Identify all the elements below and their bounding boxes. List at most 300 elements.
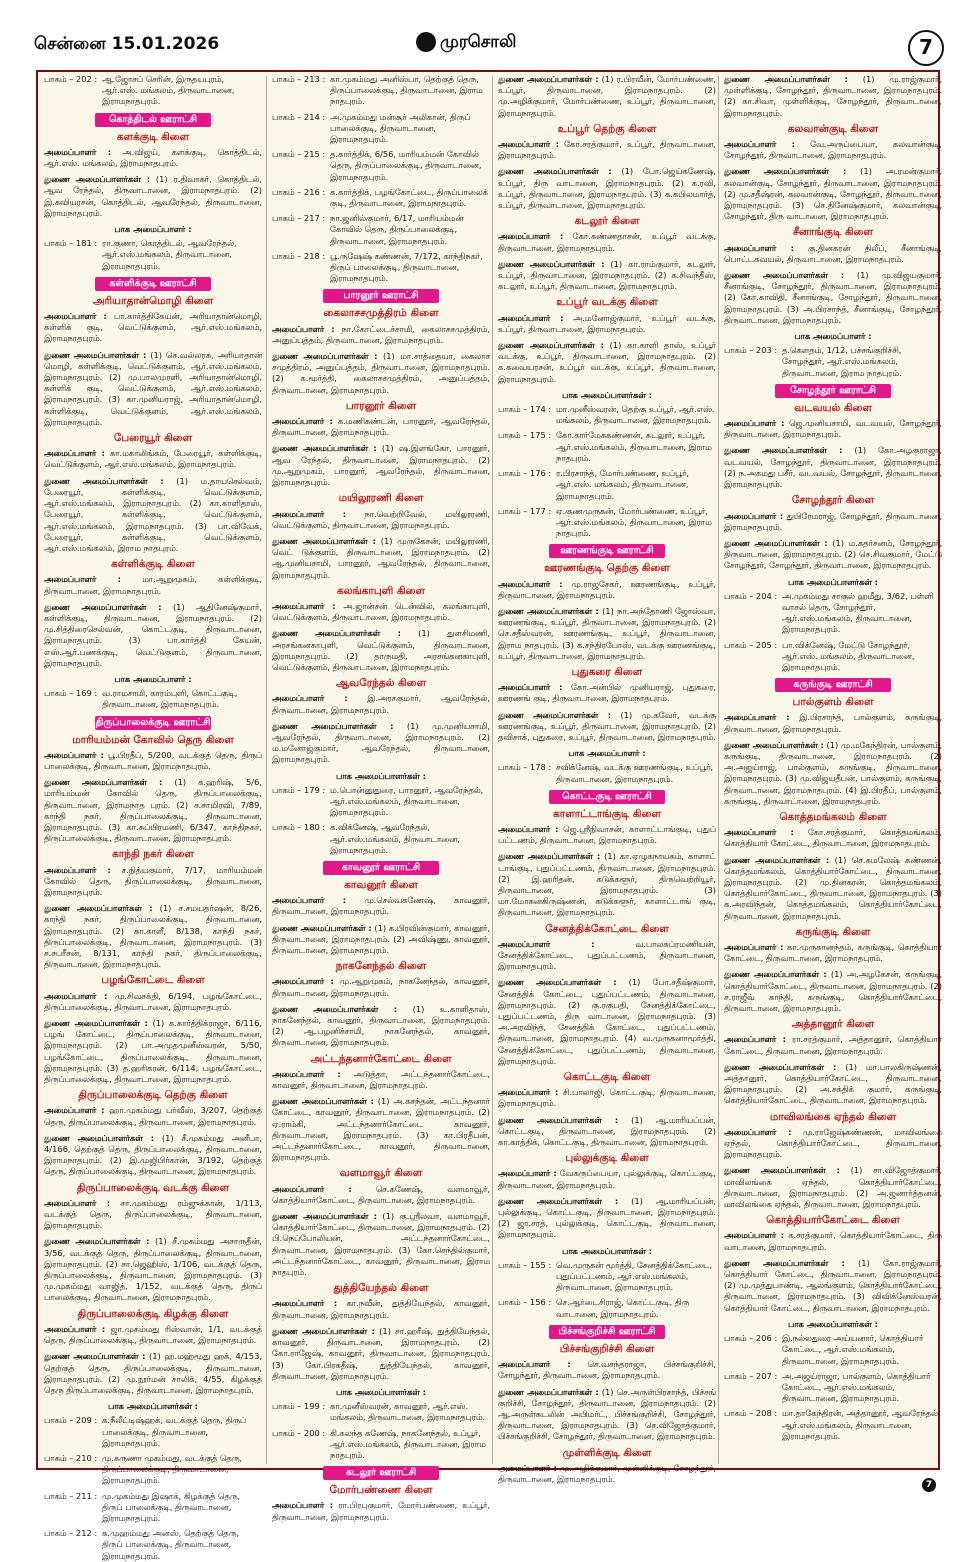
role-label: அமைப்பாளர் : — [272, 416, 333, 427]
booth-number: பாகம் – 209 : — [44, 1415, 98, 1426]
role-label: அமைப்பாளர் : — [724, 942, 784, 952]
booth-entry — [498, 430, 716, 464]
role-label: துணை அமைப்பாளர்கள் : — [724, 537, 828, 548]
appointment-paragraph — [724, 740, 942, 807]
appointee-text: அடுத்தா, அட்டந்தனார்கோட்டை, காவனூர், திருவாடானை, இராமநாதபுரம். — [272, 1068, 490, 1091]
booth-person: அ.அஜய்ராஜா, பால்குளம், கொத்தியார் கோட்டை, ஆர்.எஸ்.மங்கலம், திருவாடானை, இராமநாதபுரம். — [782, 1370, 931, 1404]
booth-number: பாகம் – 217 : — [272, 213, 326, 224]
booth-entry — [272, 1401, 490, 1423]
booth-person: கா.முனீஸ்வரன், காவனூர், ஆர்.எஸ். மங்கலம், திருவாடானை, இராமநாதபுரம். — [330, 1401, 486, 1423]
panchayat-heading: ஊரணங்குடி ஊராட்சி — [549, 544, 665, 558]
appointee-text: கா.மகாலிங்கம், பேரையூர், கள்ளிக்குடி, வெட்டுக்குளம், ஆர்.எஸ்.மங்கலம், இராமநாதபுரம். — [44, 448, 262, 470]
booth-subheading: பாக அமைப்பாளர்கள் : — [788, 1318, 878, 1329]
appointee-text: ஹா.முகம்மது பர்வீஸ், 3/207, தெற்குத் தெரு, திருப்பாலைக்குடி, திருவாடானை, இராமநாதபுரம். — [44, 1105, 262, 1127]
booth-person: நா.ஜனில்குமார், 6/17, மாரியம்மன் கோவில் தெரு, திருப்பாலைக்குடி, திருவாடானை, இராமநாதபுரம். — [330, 213, 464, 246]
appointment-paragraph — [724, 1165, 942, 1210]
role-label: துணை அமைப்பாளர்கள் : — [44, 903, 153, 914]
booth-person: ஆ.ஜோசப் செரின், இருதயபுரம், ஆர்.எஸ். மங்கலம், திருவாடானை, இராமநாதபுரம். — [102, 74, 235, 107]
appointee-text: வேகருப்பையா, புல்லுக்குடி, கொட்டகுடி, திருவாடானை, இராமநாதபுரம். — [498, 1168, 716, 1190]
booth-person: இ.நல்லதுரை அய்யனார், கொத்தியார் கோட்டை, ஆர்.எஸ்.மங்கலம், திருவாடானை, இராமநாதபுரம். — [782, 1333, 924, 1366]
role-label: துணை அமைப்பாளர்கள் : — [44, 777, 163, 788]
role-label: துணை அமைப்பாளர்கள் : — [272, 1211, 378, 1222]
booth-number: பாகம் – 212 : — [44, 1528, 98, 1539]
appointment-paragraph — [498, 1196, 716, 1241]
role-label: அமைப்பாளர் : — [724, 242, 794, 253]
appointee-text: (1) கோ.ராஜ்குமார், கொத்தியார் கோட்டை, திருவாடானை, இராமநாதபுரம். (2) மு.முத்துபாண்டி, ஆலங்குளம், கொத்தியார்கோட்டை, திருவாடானை, இராமநாதபுரம். (3) விவிக்னேஸ்வரன், கொத்தியார் கோட்டை, திருவாடானை, இராமநாதபுரம். — [724, 1257, 943, 1313]
booth-entry — [498, 1297, 716, 1319]
branch-heading: காளாட்டாங்குடி கிளை — [553, 807, 661, 820]
panchayat-heading: காவனூர் ஊராட்சி — [323, 861, 439, 875]
branch-heading: கலங்காபுளி கிளை — [337, 584, 425, 597]
column-divider — [266, 76, 267, 1464]
role-label: துணை அமைப்பாளர்கள் : — [724, 445, 843, 456]
appointment-paragraph — [498, 74, 716, 119]
appointment-paragraph — [272, 721, 490, 766]
appointee-text: (1) மா.சாத்தையா, கைலாச சமுத்திரம், அனுப்பத்தம், திருவாடானை, இராமநாதபுரம். (2) க.மூர்த்தி, கைலாசசமுத்திரம், அனுப்பத்தம், திருவாடானை, இராமநாதபுரம். — [272, 351, 490, 395]
appointee-text: மு.ஆறுமுகம், நாகனேந்தல், காவனூர், திருவாடானை, இராமநாதபுரம். — [272, 976, 490, 998]
appointee-text: (1) ர.பிரவீன், மோர்பண்ணை, உப்பூர், திருவாடானை, இராமநாதபுரம். (2) மு.அழிக்குமார், மோர்பண்ணை, உப்பூர், திருவாடானை, இராமநாதபுரம். — [498, 74, 716, 118]
appointee-text: (1) க.கார்த்திக்ராஜா, 6/116, பழங் கோட்டை, திருப்பாலைக்குடி, திருவாடானை, இராமநாதபுரம். (2) பா.அமுதமுனீஸ்வரன், 5/50, பழங்கோட்டை, திருப்பாலைக்குடி, திருவாடானை, இராமநாதபுரம். (3) த.ஹரிகரன், 6/114, பழங்கோட்டை, திருப்பாலைக்குடி, திருவாடானை, இராமநாதபுரம். — [44, 1018, 263, 1085]
appointment-paragraph — [272, 536, 490, 581]
branch-heading: கருங்குடி கிளை — [795, 925, 871, 938]
role-label: அமைப்பாளர் : — [272, 1068, 341, 1079]
appointment-paragraph — [272, 443, 490, 488]
appointment-paragraph — [498, 606, 716, 662]
appointee-text: (1) அ.அழகேசன், கருங்குடி, கொத்தியார்கோட்டை, திருவாடானை, இராமநாதபுரம். (2) ச.ராஜீவ் காந்தி, கருங்குடி, கொத்தியார்கோட்டை, திருவாடானை, இராமநாதபுரம். — [724, 969, 942, 1014]
panchayat-heading: கொட்டகுடி ஊராட்சி — [549, 790, 665, 804]
appointee-text: க.சரத்குமார், கொத்தியார்கோட்டை, திரு வாடானை, இராமநாதபுரம். — [724, 1230, 942, 1252]
appointee-text: (1) ச.சமயதர்ஷன், 8/26, காந்தி நகர், திருப்பாலைக்குடி, திருவாடானை, இராமநாதபுரம். (2) கா.காளீ, 8/138, காந்தி நகர், திருப்பாலைக்குடி, திருவாடானை, இராமநாதபுரம். (3) ச.சபரீசன், 8/131, காந்தி நகர், திருப்பாலைக்குடி, திருவாடானை, இராமநாதபுரம். — [44, 903, 262, 970]
appointee-text: கோ.அன்பில் முனியராஜ், புதுகரை, ஊரணங் குடி, திருவாடானை, இராமநாதபுரம். — [498, 682, 716, 704]
branch-heading: கொத்தியார்கோட்டை கிளை — [766, 1214, 900, 1227]
appointment-paragraph — [498, 977, 716, 1067]
appointee-text: நா.வெற்றிவேல், மயிலூரணி, வெட்டுக்குளம், திருவாடானை, இராமநாதபுரம். — [272, 508, 491, 530]
appointment-paragraph — [44, 1133, 262, 1178]
appointment-paragraph — [44, 602, 262, 669]
branch-heading: பால்குளம் கிளை — [792, 696, 874, 709]
appointee-text: பா.கார்த்திகேயன், அரியாதான்மொழி, கள்ளிக் குடி, வெட்டுக்குளம், ஆர்.எஸ்.மங்கலம், இராமநாதபுரம். — [44, 311, 262, 344]
appointee-text: மு.செல்வகணேஷ், காவனூர், திருவாடானை, இராமநாதபுரம். — [272, 895, 491, 917]
appointment-paragraph — [44, 865, 262, 899]
booth-person: த.கார்த்திக், 6/56, மாரியம்மன் கோவில் தெரு, திருப்பாலைக்குடி, திருவாடானை, இராமநாதபுரம். — [330, 149, 482, 182]
masthead-logo-icon — [416, 32, 436, 52]
appointment-paragraph — [498, 682, 716, 704]
branch-heading: வளமாவூர் கிளை — [339, 1167, 423, 1180]
appointment-paragraph — [724, 270, 942, 326]
role-label: அமைப்பாளர் : — [44, 749, 104, 760]
appointment-paragraph — [498, 313, 716, 335]
booth-entry — [44, 688, 262, 710]
appointee-text: க.மணிகண்டன், பாரனூர், ஆவரேந்தல், திருவாடானை, இராமநாதபுரம். — [272, 416, 490, 438]
appointee-text: (1) ஹ.மஹ்மூது ஹக், 4/153, தெற்குத் தெரு, திருப்பாலைக்குடி, திருவாடானை, இராமநாதபுரம். (2) மு.நூர்மன் சாலிக், 4/55, கிழக்குத் தெரு திருப்பாலைக்குடி, திருவாடானை, இராமநாதபுரம். — [44, 1351, 262, 1395]
appointee-text: (1) கா.ராம்குமார், கடலூர், உப்பூர், திருவாடானை, இராமநாதபுரம். (2) க.சிவந்தீஸ், கடலூர், உப்பூர், திருவாடானை, இராமநாதபுரம். — [498, 258, 716, 292]
role-label: துணை அமைப்பாளர்கள் : — [724, 739, 824, 750]
appointee-text: இ.பிரசாந்த், பால்குளம், கருங்குடி, திருவாடானை, இராமநாதபுரம். — [724, 712, 942, 734]
appointment-paragraph — [44, 1018, 262, 1085]
role-label: துணை அமைப்பாளர்கள் : — [44, 475, 164, 486]
role-label: துணை அமைப்பாளர்கள் : — [498, 977, 617, 988]
appointee-text: (1) ஆதினேஷ்குமார், கள்ளிக்குடி, திருவாடானை, இராமநாதபுரம். (2) மு.சித்திரைசெல்வன், கொட்டகுடி, திருவாடானை, இராமநாதபுரம். (3) பா.கார்த்தி கேயன், எஸ்.ஆர்.பணக்குடி, வெட்டுகுளம், திருவாடானை, இராமநாதபுரம். — [44, 601, 262, 668]
booth-person: அ.முகம்மது சாகுல் ஹமீது, 3/62, பள்ளி வாசல் தெரு, சோழந்தூர், ஆர்.எஸ்.மங்கலம், திருவாடானை, இராமநாதபுரம். — [782, 590, 934, 635]
appointment-paragraph — [724, 712, 942, 734]
branch-heading: திருப்பாலைக்குடி கிழக்கு கிளை — [77, 1307, 229, 1320]
booth-number: பாகம் – 218 : — [272, 250, 326, 261]
appointee-text: (1) மு.மகேந்திரன், பால்குளம், கருங்குடி, திருவாடானை, இராமநாதபுரம். (2) அ.அஜய்ராஜ், பால்குளம், கருங்குடி, திருவாடானை, இராமநாதபுரம். (3) மு.விஜயதீபன், பால்குளம், கருங்குடி, திருவாடானை, இராமநாதபுரம். (4) இ.பிரதீப், பால்குளம், கருங்குடி, திருவாடானை, இராமநாதபுரம். — [724, 739, 943, 806]
appointment-paragraph — [44, 1351, 262, 1396]
branch-heading: ஊரணங்குடி தெற்கு கிளை — [544, 562, 670, 575]
appointment-paragraph — [498, 824, 716, 846]
branch-heading: சீனாங்குடி கிளை — [793, 226, 873, 239]
booth-person: த.கௌதம், 1/12, பச்சங்குறிச்சி, சோழந்தூர், ஆர்.எஸ்.மங்கலம், திருவாடானை, இராம நாதபுரம். — [782, 345, 902, 378]
booth-person: சவிக்னேஷ், வடக்கு ஊரணங்குடி, உப்பூர், திருவாடானை, இராமநாதபுரம். — [556, 762, 714, 784]
appointee-text: (1) ஆ.மாரியப்பன், கொட்டகுடி, திருவாடானை, இராமநாதபுரம். (2) கா.காத்திக், கொட்டகுடி, திருவாடானை, இராமநாதபுரம். — [498, 1114, 716, 1148]
appointment-paragraph — [44, 991, 262, 1013]
branch-heading: பாரனூர் கிளை — [345, 399, 417, 412]
appointment-paragraph — [724, 1258, 942, 1314]
role-label: அமைப்பாளர் : — [724, 827, 794, 838]
role-label: அமைப்பாளர் : — [44, 574, 121, 585]
booth-person: ஏ.குணமுருகன், மோர்பண்ணை, உப்பூர், ஆர்.எஸ்.மங்கலம், திருவாடானை, இராம நாதபுரம். — [556, 505, 712, 539]
appointee-text: வே.அருப்பையா, கலவான்குடி, சோழந்தூர், திருவாடானை, இராமநாதபுரம். — [724, 139, 942, 161]
booth-entry — [44, 1453, 262, 1487]
column-2 — [272, 74, 491, 1522]
booth-person: மு.கருணா முகம்மது, வடக்குத் தெரு, திருப்பாலைக்குடி, திருவாடானை, இராமநாதபுரம். — [102, 1452, 243, 1486]
booth-number: பாகம் – 178 : — [498, 762, 552, 773]
branch-heading: கடலூர் கிளை — [574, 215, 640, 228]
booth-number: பாகம் – 169 : — [44, 688, 98, 699]
appointment-paragraph — [724, 827, 942, 849]
appointee-text: மா.ஆறுமுகம், கள்ளிக்குடி, திருவாடானை, இராமநாதபுரம். — [44, 574, 262, 596]
appointment-paragraph — [44, 1324, 262, 1346]
booth-number: பாகம் – 179 : — [272, 784, 326, 795]
booth-number: பாகம் – 203 : — [724, 345, 778, 356]
appointment-paragraph — [724, 969, 942, 1014]
appointee-text: (1) செ.கமலேஷ் கண்ணன், கொத்தமங்கலம், கொத்தியார்கோட்டை, திருவாடானை, இராமநாதபுரம். (2) மு.தினகரன், கொத்தமங்கலம், கொத்தியார்கோட்டை, திருவாடானை, இராமநாதபுரம். (3) க.அரவிந்தன், கொத்தமங்கலம், கொத்தியார்கோட்டை, திருவாடானை, இராமநாதபுரம். — [724, 854, 942, 921]
role-label: துணை அமைப்பாளர்கள் : — [272, 720, 394, 731]
appointment-paragraph — [724, 139, 942, 161]
booth-entry — [724, 1333, 942, 1367]
role-label: அமைப்பாளர் : — [724, 1230, 785, 1241]
appointment-paragraph — [724, 942, 942, 964]
role-label: அமைப்பாளர் : — [724, 510, 784, 521]
panchayat-heading: பாரனூர் ஊராட்சி — [323, 289, 439, 303]
booth-entry — [498, 506, 716, 540]
appointment-paragraph — [272, 895, 490, 917]
appointment-paragraph — [272, 1326, 490, 1382]
booth-subheading: பாக அமைப்பாளர்கள் : — [562, 389, 652, 400]
column-divider — [492, 76, 493, 1464]
branch-heading: புதுகரை கிளை — [571, 665, 643, 678]
branch-heading: ஆவரேந்தல் கிளை — [335, 677, 427, 690]
appointment-paragraph — [44, 1236, 262, 1303]
branch-heading: காந்தி நகர் கிளை — [112, 848, 194, 861]
booth-entry — [44, 1491, 262, 1525]
branch-heading: புல்லுக்குடி கிளை — [565, 1152, 649, 1165]
branch-heading: அத்தானூர் கிளை — [791, 1018, 875, 1031]
role-label: அமைப்பாளர் : — [724, 139, 795, 150]
booth-person: கோ.கார்மேககண்ணன், கடலூர், உப்பூர், ஆர்.எஸ்.மங்கலம், திருவாடானை, இராம நாதபுரம். — [556, 430, 712, 463]
booth-entry — [272, 822, 490, 856]
booth-person: க.கார்த்திக், பழங்கோட்டை, திருப்பாலைக் குடி, திருவாடானை, இராமநாதபுரம். — [330, 186, 488, 209]
column-divider — [718, 76, 719, 1464]
appointee-text: (1) ர.திவாகர், கொத்திடல், ஆவ ரேந்தல், திருவாடானை, இராமநாதபுரம். (2) இ.கவியரசன், கொத்திடல், ஆவரேந்தல், திருவாடானை, இராமநாதபுரம். — [44, 174, 263, 218]
booth-entry — [44, 1415, 262, 1449]
role-label: துணை அமைப்பாளர்கள் : — [44, 349, 147, 360]
appointment-paragraph — [272, 1096, 490, 1163]
appointee-text: சி.பாலாஜி, கொட்டகுடி, திருவாடானை, இராமநாதபுரம். — [498, 1087, 716, 1109]
appointee-text: அ.மனோஜ்குமார், உப்பூர் வடக்கு, உப்பூர், திருவாடானை, இராமநாதபுரம். — [498, 312, 716, 334]
appointment-paragraph — [498, 340, 716, 385]
appointment-paragraph — [44, 476, 262, 554]
branch-heading: சோழந்தூர் கிளை — [791, 494, 875, 507]
booth-number: பாகம் – 156 : — [498, 1297, 552, 1308]
appointee-text: அ.ஜான்சன் டென்வில், கலங்காபுளி, வெட்டுக்குளம், திருவாடானை, இராமநாதபுரம். — [272, 600, 490, 623]
appointment-paragraph — [272, 1298, 490, 1320]
appointee-text: (1) சீ.முகம்மது அனீபா, 4/166, தெற்குத் தெரு, திருப்பாலைக்குடி, திருவாடானை, இராமநாதபுரம். (2) இ.முஜிபிர்கான், 3/192, தெற்குத் தெரு, திருப்பாலைக்குடி, திருவாடானை, இராமநாதபுரம். — [44, 1132, 262, 1177]
role-label: அமைப்பாளர் : — [44, 311, 107, 322]
role-label: அமைப்பாளர் : — [272, 1183, 352, 1194]
branch-heading: திருப்பாலைக்குடி வடக்கு கிளை — [76, 1181, 230, 1194]
role-label: துணை அமைப்பாளர்கள் : — [272, 922, 372, 933]
appointment-paragraph — [724, 74, 942, 119]
branch-heading: நாகனேந்தல் கிளை — [335, 960, 427, 973]
booth-number: பாகம் – 208 : — [724, 1408, 778, 1419]
appointee-text: கோ.கண்ணதாசன், உப்பூர் வடக்கு, திருவாடானை, இராமநாதபுரம். — [498, 231, 716, 253]
panchayat-heading: கள்ளிக்குடி ஊராட்சி — [95, 277, 211, 291]
branch-heading: சேனத்திக்கோட்டை கிளை — [545, 922, 669, 935]
branch-heading: பிச்சங்குறிச்சி கிளை — [559, 1342, 655, 1355]
booth-number: பாகம் – 176 : — [498, 468, 552, 479]
role-label: துணை அமைப்பாளர்கள் : — [498, 1195, 619, 1206]
role-label: துணை அமைப்பாளர்கள் : — [724, 1061, 837, 1072]
appointment-paragraph — [44, 147, 262, 169]
role-label: துணை அமைப்பாளர்கள் : — [724, 270, 845, 281]
role-label: அமைப்பாளர் : — [272, 600, 336, 611]
role-label: துணை அமைப்பாளர்கள் : — [272, 351, 378, 362]
appointee-text: (1) மு.ராஜ்குமார், முள்ளிக்குடி, சோழந்தூர், திருவாடானை, இராமநாதபுரம். (2) கா.சிவா, முள்ளிக்குடி, சோழந்தூர், திருவாடானை, இராமநாதபுரம். — [724, 74, 942, 118]
appointee-text: (1) க.ஹரிஷ், 5/6, மாரியம்மன் கோவில் தெரு, திருப்பாலைக்குடி, திருவாடானை, இராமநாத புரம். (2) ச.சாமிரவி, 7/89, காந்தி நகர், திருப்பாலைக்குடி, திருவாடானை, இராமநாதபுரம். (3) கா.சுப்பிரமணி, 6/347, காந்திநகர், திருப்பாலைக்குடி, திருவாடானை, இராமநாதபுரம். — [44, 777, 262, 844]
appointment-paragraph — [272, 324, 490, 346]
edition-date: சென்னை 15.01.2026 — [34, 34, 220, 54]
appointee-text: (1) அ.கசந்தன், அட்டந்தனார் கோட்டை, காவனூர், திருவாடானை, இராமநாதபுரம். (2) ஏ.ராம்கி, அட்டந்தனார்கோட்டை காவனூர், திருவாடானை, இராமநாதபுரம். (3) கா.பிரதீபன், அட்டந்தனார்கோட்டை, காவனூர், திருவாடானை, இராமநாதபுரம். — [272, 1096, 490, 1163]
appointee-text: (1) க.பிரவின்குமார், காவனூர், திருவாடானை, இராமநாதபுரம். (2) அவிஷ்ணு, காவனூர், திருவாடானை, இராமநாதபுரம். — [272, 922, 490, 955]
role-label: துணை அமைப்பாளர்கள் : — [44, 174, 151, 185]
appointment-paragraph — [724, 418, 942, 440]
appointee-text: (1) போ.ஜெய்கணேஷ், உப்பூர், திரு வாடானை, இராமநாதபுரம். (2) க.ரவி, உப்பூர், திருவாடானை, இராமநாதபுரம். (3) க.கபிலமார்த், உப்பூர், திருவாடானை, இராமநாதபுரம். — [498, 166, 717, 211]
appointment-paragraph — [44, 448, 262, 470]
appointment-paragraph — [498, 139, 716, 161]
booth-entry — [44, 74, 262, 108]
booth-entry — [272, 1428, 490, 1462]
masthead-title: முரசொலி — [440, 32, 517, 52]
role-label: துணை அமைப்பாளர்கள் : — [44, 1236, 150, 1247]
role-label: அமைப்பாளர் : — [498, 1462, 557, 1473]
booth-number: பாகம் – 177 : — [498, 505, 552, 516]
appointment-paragraph — [724, 1127, 942, 1161]
appointee-text: வ.பாலசுப்ரமணியன், சேனத்திக்கோட்டை, புதுப்பட்டணம், திருவாடானை, இராமநாதபுரம். — [498, 938, 716, 972]
role-label: அமைப்பாளர் : — [498, 1087, 559, 1098]
appointee-text: ரா.பிரபுகுமார், மோர்பண்ணை, உப்பூர், திருவாடானை, இராமநாதபுரம். — [272, 1500, 490, 1522]
booth-entry — [272, 74, 490, 108]
appointee-text: மு.அழிக்குமார், முள்ளிக்குடி, சோழந்தூர், திருவாடானை, இராமநாதபுரம். — [498, 1462, 716, 1484]
appointee-text: (1) அ.ரமன்குமார், கலவான்குடி, சோழந்தூர், திருவாடானை, இராமநாதபுரம். (2) மு.சதீஷ்ரன், கலவான்குடி, சோழந்தூர், திருவாடானை, இராமநாதபுரம். (3) செ.தினேஷ்குமார், கலவான்குடி, சோழந்தூர், திரு வாடானை, இராமநாதபுரம். — [724, 166, 943, 222]
role-label: அமைப்பாளர் : — [724, 1126, 792, 1137]
role-label: துணை அமைப்பாளர்கள் : — [44, 1132, 155, 1143]
appointee-text: ஜா.முகம்மது ரிஸ்வான், 1/1, வடக்குத் தெரு, திருப்பாலைக்குடி, திருவாடானை, இராமநாதபுரம். — [44, 1323, 262, 1346]
booth-number: பாகம் – 155 : — [498, 1259, 552, 1270]
panchayat-heading: திருப்பாலைக்குடி ஊராட்சி — [95, 716, 211, 728]
appointment-paragraph — [498, 231, 716, 253]
appointee-text: (1) சா.விஜோத்குமார், மாவிலங்கை ஏந்தல், கொத்தியார்கோட்டை, திருவாடானை, இராமநாதபுரம். (2) அ.ஜனார்த்தனன், மாவிலங்கை ஏந்தல், திருவாடானை, இராமநாதபுரம். — [724, 1165, 943, 1210]
role-label: துணை அமைப்பாளர்கள் : — [272, 1325, 375, 1336]
booth-number: பாகம் – 199 : — [272, 1401, 326, 1412]
panchayat-heading: கருங்குடி ஊராட்சி — [775, 678, 891, 692]
booth-person: க.நீலீட்டிஷ்ஹக், வடக்குத் தெரு, திருப் பாலைக்குடி, திருவாடானை, இராமநாதபுரம். — [102, 1415, 247, 1448]
page-header — [0, 0, 972, 64]
branch-heading: கொத்தமங்கலம் கிளை — [779, 810, 887, 823]
appointee-text: ஜெ.முனியசாமி, வடவயல், சோழந்தூர், திருவாடானை, இராமநாதபுரம். — [724, 418, 942, 440]
appointee-text: (1) போ.சதீஷ்குமார், சேனத்திக் கோட்டை, புதுப்பட்டணம், திருவாடானை, இராமநாதபுரம். (2) கு.ரகுபதி, சேனத்திக்கோட்டை, புதுப்பட்டணம், திரு வாடானை, இராமநாதபுரம். (3) அ.அரவிந்த், சேனத்திக் கோட்டை, புதுப்பட்டணம், திருவாடானை, இராமநாதபுரம். (4) வ.முருகனாமூர்த்தி, சேனத்திக்கோட்டை, புதுப்பட்டணம், திருவாடானை, இராமநாதபுரம். — [498, 977, 716, 1066]
appointment-paragraph — [724, 1034, 942, 1056]
role-label: துணை அமைப்பாளர்கள் : — [724, 969, 827, 980]
booth-entry — [724, 1408, 942, 1442]
appointment-paragraph — [272, 1500, 490, 1522]
booth-number: பாகம் – 215 : — [272, 149, 326, 160]
booth-entry — [272, 213, 490, 247]
booth-number: பாகம் – 180 : — [272, 822, 326, 833]
appointee-text: (1) கா.காளி தாஸ், உப்பூர் வடக்கு, உப்பூர், திருவாடானை, இராமநாதபுரம். (2) க.கவையரசன், உப்பூர் வடக்கு, உப்பூர், திருவாடானை, இராமநாதபுரம். — [498, 340, 716, 384]
appointment-paragraph — [272, 416, 490, 438]
appointment-paragraph — [498, 1168, 716, 1190]
appointee-text: ஜெ.ஸ்ரீநிவாசன், காளாட்டாங்குடி, புதுப் பட்டணம், திருவாடானை, இராமநாதபுரம். — [498, 823, 716, 846]
booth-person: ரா.குணா, கொத்திடல், ஆவரேந்தல், ஆர்.எஸ்.மங்கலம், திருவாடானை, இராமநாதபுரம். — [102, 238, 237, 271]
appointee-text: (1) உ.காளிதாஸ், நாகனேந்தல், காவனூர், திருவாடானை, இராமநாதபுரம். (2) ஆ.பழனிச்சாமி, நாகனேந்தல், காவனூர், திருவாடானை, இராமநாதபுரம். — [272, 1003, 491, 1048]
booth-number: பாகம் – 210 : — [44, 1452, 98, 1463]
booth-number: பாகம் – 214 : — [272, 111, 326, 122]
role-label: அமைப்பாளர் : — [498, 682, 563, 693]
appointment-paragraph — [272, 351, 490, 396]
branch-heading: கைலாசசமுத்திரம் கிளை — [323, 307, 439, 320]
role-label: அமைப்பாளர் : — [724, 712, 790, 723]
role-label: அமைப்பாளர் : — [44, 1197, 111, 1208]
appointment-paragraph — [498, 1359, 716, 1381]
booth-entry — [498, 404, 716, 426]
branch-heading: உப்பூர் வடக்கு கிளை — [556, 296, 658, 309]
role-label: அமைப்பாளர் : — [44, 990, 108, 1001]
appointment-paragraph — [272, 601, 490, 623]
booth-entry — [498, 762, 716, 784]
booth-number: பாகம் – 174 : — [498, 404, 552, 415]
role-label: அமைப்பாளர் : — [44, 864, 111, 875]
booth-entry — [272, 785, 490, 819]
panchayat-heading: கொத்திடல் ஊராட்சி — [95, 113, 211, 127]
appointee-text: மு.ராஜசேகர், ஊரணங்குடி, உப்பூர், திருவாடானை, இராமநாதபுரம். — [498, 578, 716, 600]
appointment-paragraph — [272, 1069, 490, 1091]
role-label: அமைப்பாளர் : — [272, 508, 347, 519]
role-label: அமைப்பாளர் : — [44, 1105, 105, 1116]
booth-number: பாகம் – 206 : — [724, 1333, 778, 1344]
branch-heading: திருப்பாலைக்குடி தெற்கு கிளை — [78, 1089, 228, 1102]
appointee-text: ச.நித்யகுமார், 7/17, மாரியம்மன் கோவில் தெரு, திருப்பாலைக்குடி, திருவாடானை, இராமநாதபுரம். — [44, 864, 262, 897]
booth-person: க.முஹம்மது அனஸ், தெற்குத் தெரு, திருப் பாலைக்குடி, திருவாடானை, இராமநாதபுரம். — [102, 1528, 240, 1561]
appointee-text: ரா.சரத்குமார், அத்தானூர், கொத்தியார் கோட்டை, திருவாடானை, இராமநாதபுரம். — [724, 1034, 942, 1056]
appointee-text: கோ.சரத்குமார், உப்பூர், திருவாடானை, இராமநாதபுரம். — [498, 139, 716, 161]
role-label: அமைப்பாளர் : — [272, 1298, 338, 1309]
booth-subheading: பாக அமைப்பாளர்கள் : — [336, 1386, 426, 1397]
appointee-text: (1) செ.வல்லரசு, அரியாதான் மொழி, கள்ளிக்குடி, வெட்டுக்குளம், ஆர்.எஸ்.மங்கலம், இராமநாதபுரம். (2) மு.பாலமுரளி, அரியாதான்மொழி, கள்ளிக் குடி, வெட்டுக்குளம், ஆர்.எஸ்.மங்கலம், இராமநாதபுரம். (3) கா.முனியராஜ், அரியாதான்மொழி, கள்ளிக்குடி, வெட்டுக்குளம், ஆர்.எஸ்.மங்கலம், இராமநாதபுரம். — [44, 349, 262, 427]
appointee-text: (1) கு.ஸ்ரீலவா, வளமாவூர், கொத்தியார்கோட்டை, திருவாடானை, இராமநாதபுரம். (2) பி.நெப்போலியன், அட்டந்தனார்கோட்டை, திருவாடானை, இராமநாதபுரம். (3) கோ.செந்தில்குமார், அட்டந்தனார்கோட்டை, காவனூர், திருவாடானை, இராம நாதபுரம். — [272, 1211, 490, 1278]
appointee-text: (1) துளசிமணி, அரசங்கனகாபுளி, வெட்டுக்குளம், திருவாடானை, இராமநாதபுரம். (2) தாருமதி, அரசங்கனகாபுளி, வெட்டுக்குளம், திருவாடானை, இராமநாதபுரம். — [272, 628, 490, 672]
booth-number: பாகம் – 207 : — [724, 1370, 778, 1381]
appointee-text: கா.நவீன், துத்தியேந்தல், காவனூர், திருவாடானை, இராமநாதபுரம். — [272, 1298, 490, 1320]
appointment-paragraph — [498, 1387, 716, 1443]
role-label: அமைப்பாளர் : — [272, 323, 335, 334]
appointment-paragraph — [44, 903, 262, 970]
role-label: துணை அமைப்பாளர்கள் : — [498, 340, 604, 351]
role-label: அமைப்பாளர் : — [498, 823, 559, 834]
appointee-text: (1) மு.விஜயகுமார், சீனாங்குடி, சோழந்தூர், திருவாடானை, இராமநாதபுரம். (2) கோ.காவிதி, சீனாங்குடி, சோழந்தூர், திருவாடானை, இராமநாதபுரம். (3) அ.பிரசாந்த், சீனாங்குடி, சோழந்தூர், திருவாடானை, இராமநாதபுரம். — [724, 270, 942, 325]
role-label: துணை அமைப்பாளர்கள் : — [498, 709, 612, 720]
appointee-text: மு.சிவசக்தி, 6/194, பழங்கோட்டை, திருப்பாலைக்குடி, திருவாடானை, இராமநாதபுரம். — [44, 990, 262, 1012]
booth-subheading: பாக அமைப்பாளர் : — [794, 331, 872, 342]
appointee-text: சா.முகம்மது ரம்ஜுக்கான், 1/113, வடக்குத் தெரு, திருப்பாலைக்குடி, திருவாடானை, இராமநாதபுரம். — [44, 1197, 262, 1231]
booth-entry — [724, 640, 942, 674]
role-label: துணை அமைப்பாளர்கள் : — [724, 854, 830, 865]
appointee-text: (1) ஆ.மாரியப்பன், புல்லுக்குடி, கொட்டகுடி, திருவாடானை, இராமநாதபுரம். (2) ஜா.சரத், புல்லுக்குடி, கொட்டகுடி, திருவாடானை, இராமநாதபுரம். — [498, 1195, 716, 1240]
appointment-paragraph — [44, 174, 262, 219]
booth-subheading: பாக அமைப்பாளர்கள் : — [108, 1401, 198, 1412]
role-label: துணை அமைப்பாளர்கள் : — [44, 1351, 146, 1362]
booth-entry — [498, 468, 716, 502]
branch-heading: களக்குடி கிளை — [116, 130, 190, 143]
booth-subheading: பாக அமைப்பாளர்கள் : — [788, 576, 878, 587]
role-label: அமைப்பாளர் : — [498, 231, 564, 242]
role-label: துணை அமைப்பாளர்கள் : — [272, 628, 401, 639]
appointee-text: (1) ஷ.இளங்கோ, பாரனூர், ஆவ ரேந்தல், திருவாடானை, இராமநாதபுரம். (2) மு.ஆறுமுகம், பாரனூர், ஆவரேந்தல், திருவாடானை, இராமநாதபுரம். — [272, 443, 490, 488]
booth-entry — [272, 149, 490, 183]
role-label: அமைப்பாளர் : — [498, 312, 564, 323]
role-label: அமைப்பாளர் : — [272, 693, 348, 704]
booth-person: கி.கலந்த கணேஷ், நாகனேந்தல், உப்பூர், ஆர்.எஸ்.மங்கலம், திருவாடானை, இராம நாதபுரம். — [330, 1427, 486, 1460]
booth-number: பாகம் – 200 : — [272, 1427, 326, 1438]
booth-number: பாகம் – 175 : — [498, 430, 552, 441]
appointee-text: (1) மு.கவேர், வடக்கு ஊரணங்குடி, உப்பூர், திருவாடானை, இராமநாதபுரம். (2) தவிசாக், புதுகரை, உப்பூர், திருவாடானை, இராமநாதபுரம். — [498, 709, 716, 742]
role-label: அமைப்பாளர் : — [44, 448, 105, 459]
role-label: அமைப்பாளர் : — [724, 418, 785, 429]
booth-person: கா.முகம்மது அனிஸ்பா, தெற்குத் தெரு, திருப்பாலைக்குடி, திருவாடானை, இராம நாதபுரம். — [330, 74, 483, 107]
booth-number: பாகம் – 204 : — [724, 590, 778, 601]
booth-subheading: பாக அமைப்பாளர்கள் : — [562, 1245, 652, 1256]
appointee-text: (1) ம.தாயசெல்வம், பேரையூர், கள்ளிக்குடி, வெட்டுக்குளம், ஆர்.எஸ்.மங்கலம், இராமநாதபுரம். (2) கா.காளிதாஸ், பேரையூர், கள்ளிக்குடி, வெட்டுக்குளம், ஆர்.எஸ்.மங்கலம், இராமநாதபுரம். (3) பா.விவேக், பேரையூர், கள்ளிக்குடி, வெட்டுக்குளம், ஆர்.எஸ்.மங்கலம், இராம நாதபுரம். — [44, 475, 263, 553]
booth-person: ர.பிரசாந்த், மோர்பண்ணை, உப்பூர், ஆர்.எஸ். மங்கலம், திருவாடானை, இராமநாதபுரம். — [556, 468, 690, 501]
appointment-paragraph — [44, 311, 262, 345]
appointee-text: கு.தினகரன் திலீப், சீனாங்குடி, பொட்டகவயல், திருவாடானை, இராமநாதபுரம். — [724, 242, 943, 264]
booth-person: மா.தாகேந்திரன், அத்தானூர், ஆவரேந்தல், ஆர்.எஸ்.மங்கலம், திருவாடானை, இராமநாதபுரம். — [782, 1408, 941, 1441]
role-label: அமைப்பாளர் : — [272, 895, 347, 906]
branch-heading: வடவயல் கிளை — [794, 401, 872, 414]
appointment-paragraph — [498, 166, 716, 211]
appointment-paragraph — [272, 693, 490, 715]
appointment-paragraph — [44, 750, 262, 772]
appointment-paragraph — [272, 1184, 490, 1206]
role-label: அமைப்பாளர் : — [272, 976, 334, 987]
role-label: துணை அமைப்பாளர்கள் : — [498, 74, 599, 84]
column-3 — [498, 74, 717, 1484]
role-label: துணை அமைப்பாளர்கள் : — [498, 1386, 599, 1397]
page-number-badge: 7 — [908, 30, 944, 66]
appointee-text: (1) முருகேசன், மயிலூரணி, வெட் டுக்குளம், திருவாடானை, இராமநாதபுரம். (2) ஆ.முனியசாமி, பாரனூர், ஆவரேந்தல், திருவாடானை, இராமநாதபுரம். — [272, 535, 490, 580]
appointment-paragraph — [272, 1004, 490, 1049]
